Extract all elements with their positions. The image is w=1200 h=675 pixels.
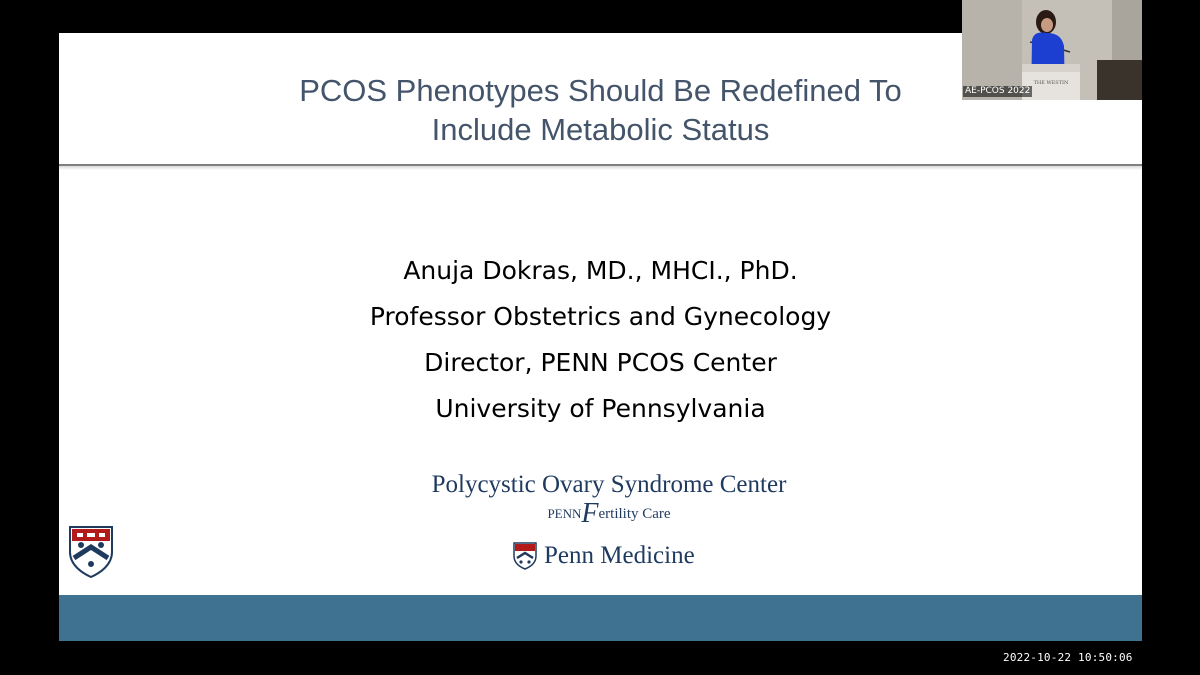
slide-title-line-2: Include Metabolic Status <box>431 112 770 147</box>
penn-medicine-logo <box>513 540 695 572</box>
penn-shield-small-icon <box>513 542 537 570</box>
webcam-label: AE-PCOS 2022 <box>965 86 1031 96</box>
fertility-f: F <box>581 498 599 529</box>
presenter-institution: University of Pennsylvania <box>435 394 766 423</box>
fertility-prefix: PENN <box>547 506 582 521</box>
title-divider-shadow <box>59 166 1142 170</box>
presentation-slide <box>59 33 1142 641</box>
presenter-info <box>59 248 1142 432</box>
penn-medicine-text: Penn Medicine <box>544 542 695 569</box>
fertility-rest: ertility Care <box>598 506 671 522</box>
presenter-name: Anuja Dokras, MD., MHCI., PhD. <box>403 256 798 285</box>
video-timestamp: 2022-10-22 10:50:06 <box>1003 651 1133 664</box>
presenter-position: Professor Obstetrics and Gynecology <box>369 302 832 331</box>
presenter-webcam-feed <box>962 0 1142 100</box>
pcos-center-logo-text: Polycystic Ovary Syndrome Center <box>431 471 787 498</box>
penn-fertility-care-logo <box>59 498 1142 529</box>
slide-title-line-1: PCOS Phenotypes Should Be Redefined To <box>299 73 902 108</box>
presenter-role: Director, PENN PCOS Center <box>424 348 777 377</box>
penn-shield-icon <box>69 526 113 578</box>
webcam-scene <box>962 0 1142 100</box>
podium-sign-text: THE WESTIN <box>1033 80 1069 86</box>
slide-footer-bar <box>59 595 1142 641</box>
